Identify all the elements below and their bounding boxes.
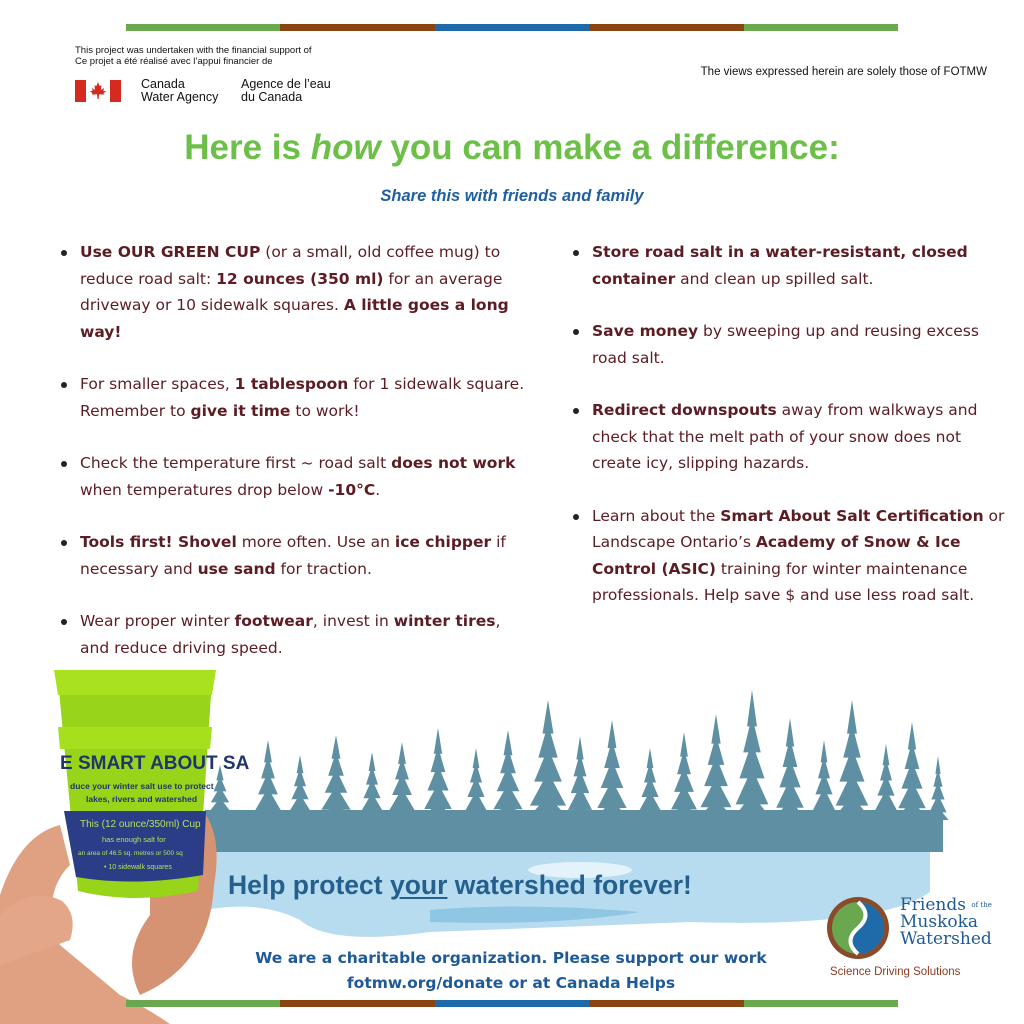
cup-heading: E SMART ABOUT SA <box>60 753 250 774</box>
stripe-segment <box>280 24 434 31</box>
bottom-color-stripe <box>126 1000 898 1007</box>
green-cup-photo <box>0 665 250 1024</box>
tagline: Help protect your watershed forever! <box>228 870 692 900</box>
cup-line2: lakes, rivers and watershed <box>86 794 198 804</box>
stripe-segment <box>744 24 898 31</box>
canada-flag-icon <box>75 80 121 102</box>
tip-item: Tools first! Shovel more often. Use an ice chipper if necessary and use sand for traction. <box>61 529 533 582</box>
funding-statement <box>75 45 312 67</box>
stripe-segment <box>280 1000 434 1007</box>
tree-silhouette <box>732 690 772 825</box>
cup-line3: This (12 ounce/350ml) Cup <box>80 819 201 830</box>
cup-line4: has enough salt for <box>102 835 166 844</box>
agency-name-en: Canada Water Agency <box>141 77 219 104</box>
tips-right-list <box>573 239 1013 635</box>
agency-name-fr: Agence de l’eau du Canada <box>241 77 331 104</box>
tip-item: Store road salt in a water-resistant, closed container and clean up spilled salt. <box>573 239 1013 292</box>
stripe-segment <box>126 1000 280 1007</box>
stripe-segment <box>744 1000 898 1007</box>
tips-left-list <box>61 239 533 687</box>
logo-tagline: Science Driving Solutions <box>830 966 961 978</box>
tree-silhouette <box>832 700 872 825</box>
funding-line-en: This project was undertaken with the financial support of <box>75 45 312 56</box>
tip-item: Use OUR GREEN CUP (or a small, old coffee mug) to reduce road salt: 12 ounces (350 ml) for an average driveway or 10 sidewalk squares. A little goes a long way! <box>61 239 533 345</box>
page-subtitle: Share this with friends and family <box>380 187 644 205</box>
disclaimer: The views expressed herein are solely those of FOTMW <box>700 66 987 78</box>
tip-item: Wear proper winter footwear, invest in winter tires, and reduce driving speed. <box>61 608 533 661</box>
tree-silhouette <box>773 718 807 825</box>
title-emphasis: how <box>310 128 381 167</box>
tree-line <box>205 690 948 825</box>
tree-silhouette <box>895 722 929 825</box>
funding-line-fr: Ce projet a été réalisé avec l’appui financier de <box>75 56 273 67</box>
tip-item: Check the temperature first ~ road salt does not work when temperatures drop below -10°C. <box>61 450 533 503</box>
tagline-underlined: your <box>389 870 448 900</box>
cup-line6: • 10 sidewalk squares <box>104 864 172 871</box>
tree-silhouette <box>697 714 735 825</box>
logo-wordmark: Friends $^{of the}$ Muskoka Watershed <box>900 895 992 949</box>
fotmw-logo-icon <box>825 895 891 961</box>
charity-notice <box>200 946 822 996</box>
page-title: Here is how you can make a difference: <box>184 128 840 167</box>
tip-item: Redirect downspouts away from walkways and check that the melt path of your snow does not create icy, slipping hazards. <box>573 397 1013 477</box>
stripe-segment <box>126 24 280 31</box>
donate-link[interactable]: fotmw.org/donate or at Canada Helps <box>346 974 676 992</box>
tip-item: For smaller spaces, 1 tablespoon for 1 sidewalk square. Remember to give it time to work! <box>61 371 533 424</box>
cup-line5: an area of 46.5 sq. metres or 500 sq <box>78 850 183 857</box>
charity-line1: We are a charitable organization. Please support our work <box>255 949 767 967</box>
tree-silhouette <box>594 720 630 825</box>
stripe-segment <box>589 1000 743 1007</box>
forest-ground <box>205 810 943 852</box>
tree-silhouette <box>526 700 571 825</box>
stripe-segment <box>435 1000 589 1007</box>
stripe-segment <box>435 24 589 31</box>
tip-item: Learn about the Smart About Salt Certification or Landscape Ontario’s Academy of Snow & Ice Control (ASIC) training for winter maintenance professionals. Help save $ and use less road salt. <box>573 503 1013 609</box>
cup-line1: duce your winter salt use to protect <box>70 781 214 791</box>
top-color-stripe <box>126 24 898 31</box>
tip-item: Save money by sweeping up and reusing excess road salt. <box>573 318 1013 371</box>
stripe-segment <box>589 24 743 31</box>
